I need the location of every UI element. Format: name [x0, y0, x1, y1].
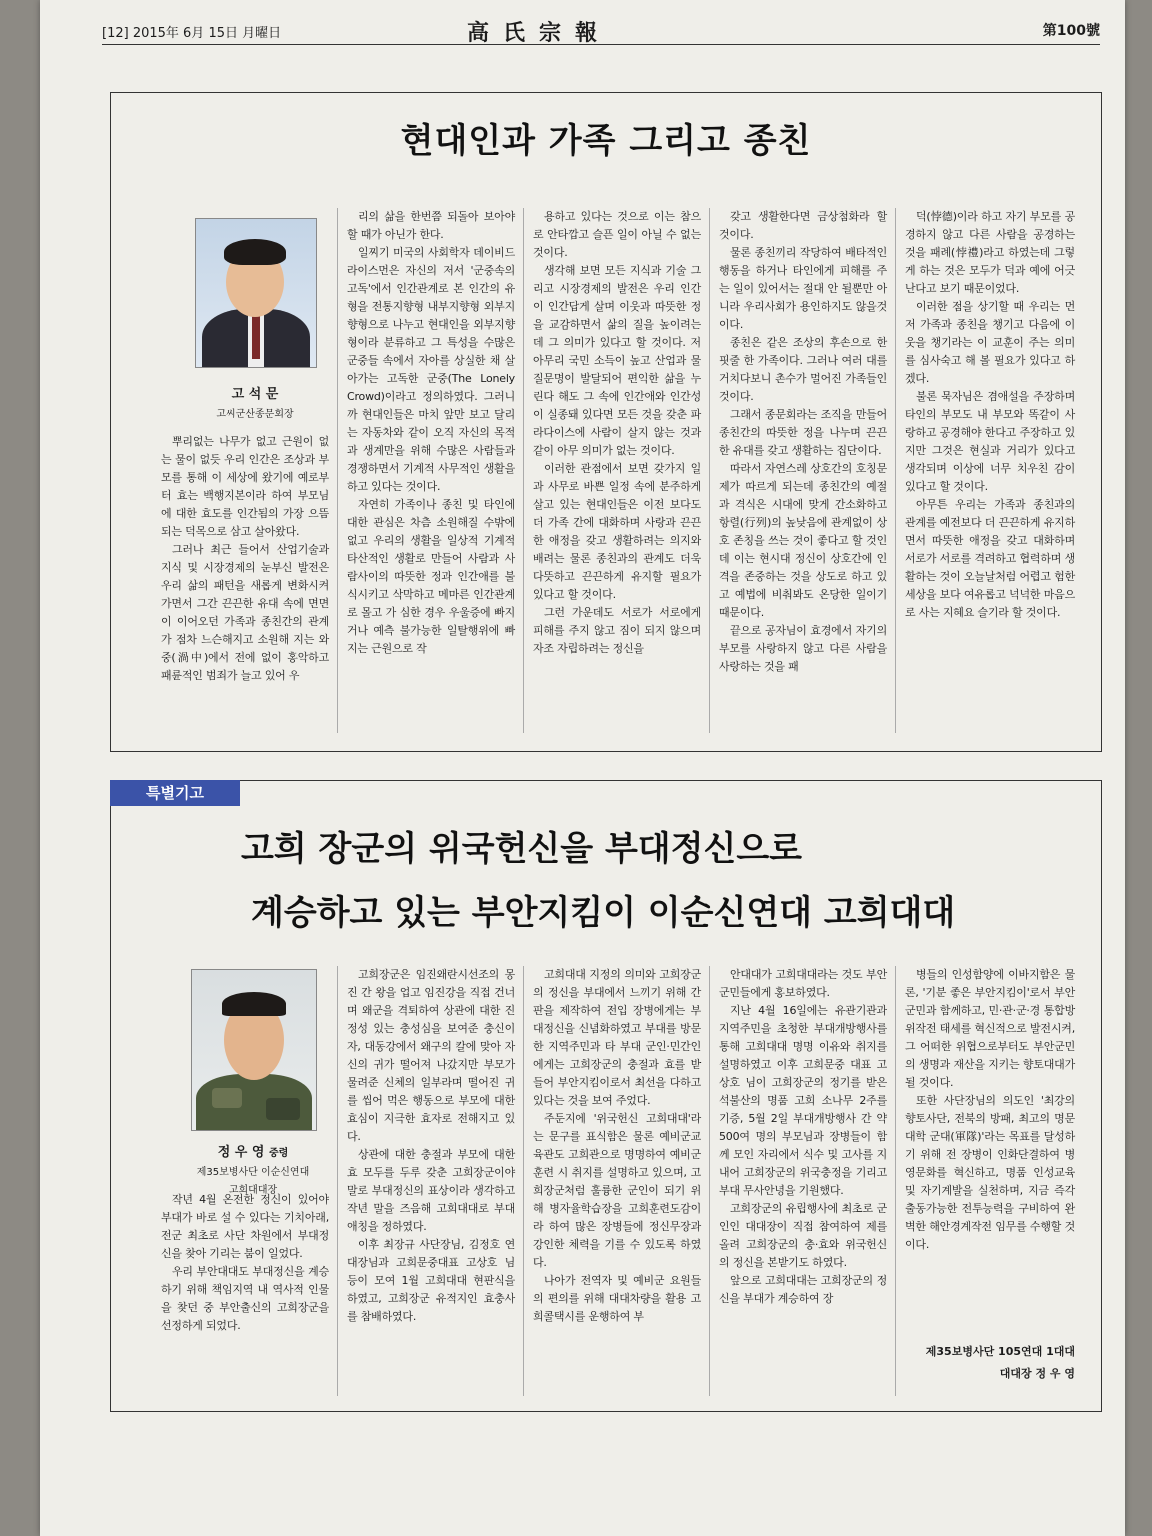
paragraph: 그래서 종문회라는 조직을 만들어 종친간의 따뜻한 정을 나누며 끈끈한 유대를 갖고 생활하는 집단이다. [719, 408, 887, 457]
paragraph: 뿌리없는 나무가 없고 근원이 없는 물이 없듯 우리 인간은 조상과 부모를 통해 이 세상에 왔기에 예로부터 효는 백행지본이라 하여 부모님에 대한 효도를 인간됨의 가장 으뜸되는 덕목으로 삼고 살아왔다. [161, 435, 329, 538]
article2-column-2 [347, 966, 515, 1326]
paragraph: 불론 묵자님은 겸애설을 주장하며 타인의 부모도 내 부모와 똑같이 사랑하고 공경해야 한다고 주장하고 있지만 그것은 현실과 거리가 있다고 생각되며 이상에 너무 치우친 감이 있다고 할 것이다. [905, 390, 1075, 493]
article1-column-1 [161, 433, 329, 685]
paragraph: 고희장군은 임진왜란시선조의 몽진 간 왕을 업고 임진강을 직접 건너며 왜군을 격퇴하여 상관에 대한 진정성 있는 충성심을 보여준 충신이자, 대동강에서 왜구의 칼에 맞아 자신의 귀가 떨어져 나갔지만 부모가 물려준 신체의 일부라며 떨어진 귀를 씹어 먹은 행동으로 부모에 대한 효심이 지극한 효자로 전해지고 있다. [347, 968, 515, 1143]
author1-title: 고씨군산종문회장 [216, 409, 294, 420]
paragraph: 생각해 보면 모든 지식과 기술 그리고 시장경제의 발전은 우리 인간이 인간답게 살며 이웃과 따뜻한 정을 교감하면서 삶의 질을 높이려는 데 그 의미가 있다고 할 것이다. 저 아무리 국민 소득이 높고 산업과 물질문명이 발달되어 편익한 삶을 누린다 해도 그 속에 인간애와 인간성이 실종돼 있다면 모든 것을 갖춘 파라다이스에 사람이 살지 않는 것과 같이 아무 의미가 없는 것이다. [533, 264, 701, 457]
column-divider [709, 966, 710, 1396]
article1-title: 현대인과 가족 그리고 종친 [400, 121, 812, 161]
page-header [102, 18, 1100, 44]
article1-column-2 [347, 208, 515, 658]
paragraph: 물론 종친끼리 작당하여 배타적인 행동을 하거나 타인에게 피해를 주는 일이 있어서는 절대 안 될뿐만 아니라 우리사회가 용인하지도 않을것이다. [719, 246, 887, 331]
article2-column-5 [905, 966, 1075, 1254]
paragraph: 끝으로 공자님이 효경에서 자기의 부모를 사랑하지 않고 다른 사람을 사랑하는 것을 패 [719, 624, 887, 673]
paragraph: 용하고 있다는 것으로 이는 참으로 안타깝고 슬픈 일이 아닐 수 없는 것이다. [533, 210, 701, 259]
author2-role: 고희대대장 [228, 1185, 278, 1196]
paragraph: 이러한 관점에서 보면 갖가지 일과 사무로 바쁜 일정 속에 분주하게 살고 있는 현대인들은 이전 보다도 더 가족 간에 대화하며 사랑과 끈끈한 애정을 갖고 생활하려는 의지와 배려는 물론 종친과의 관계도 더욱 다뜻하고 끈끈하게 유지할 필요가 있다고 할 것이다. [533, 462, 701, 601]
special-contribution-tag: 특별기고 [110, 780, 240, 806]
signature-unit: 제35보병사단 105연대 1대대 [925, 1345, 1075, 1358]
author1-photo [195, 218, 317, 368]
paragraph: 자연히 가족이나 종친 및 타인에 대한 관심은 차츰 소원해질 수밖에 없고 우리의 생활을 일상적 기계적 타산적인 생활로 만들어 사람과 사람사이의 따뜻한 정과 인간애를 불식시키고 삭막하고 메마른 인간관계로 몰고 가 심한 경우 우울증에 빠지거나 예측 불가능한 일탈행위에 빠지는 근원으로 작 [347, 498, 515, 655]
hair-shape [222, 992, 286, 1016]
camo-patch [266, 1098, 300, 1120]
paragraph: 갖고 생활한다면 금상첨화라 할 것이다. [719, 210, 887, 241]
issue-number: 第100號 [1042, 23, 1100, 39]
author2-name [191, 1141, 315, 1160]
column-divider [337, 208, 338, 733]
column-divider [895, 208, 896, 733]
author2-photo [191, 969, 317, 1131]
hair-shape [224, 239, 286, 265]
column-divider [895, 966, 896, 1396]
author2-caption [191, 1141, 315, 1196]
issue-date: [12] 2015年 6月 15日 月曜日 [102, 26, 282, 41]
article1-column-5 [905, 208, 1075, 622]
paragraph: 또한 사단장님의 의도인 '최강의 향토사단, 전북의 방패, 최고의 명문대학 군대(軍隊)'라는 목표를 달성하기 위해 전 장병이 인화단결하여 병영문화를 혁신하고, 명품 인성교육 및 자기계발을 실천하며, 지금 즉각 출동가능한 전투능력을 구비하여 완벽한 해안경계작전 임무를 수행할 것이다. [905, 1094, 1075, 1251]
article-special-box [110, 780, 1102, 1412]
camo-patch [212, 1088, 242, 1108]
author1-name: 고 석 문 [231, 387, 279, 402]
paragraph: 주둔지에 '위국헌신 고희대대'라는 문구를 표식함은 물론 예비군교육관도 고희관으로 명명하여 예비군 훈련 시 취지를 설명하고 있으며, 고희장군처럼 훌륭한 군인이 되기 위해 병자율학습장을 고희훈련도감이라 하여 많은 장병들에 정신무장과 강인한 체력을 기를 수 있도록 하였다. [533, 1112, 701, 1269]
paragraph: 이후 최장규 사단장님, 김정호 연대장님과 고희문중대표 고상호 님 등이 모여 1월 고희대대 현판식을 하였고, 고희장군 유적지인 효충사를 참배하였다. [347, 1238, 515, 1323]
paragraph: 나아가 전역자 및 예비군 요원들의 편의를 위해 대대차량을 활용 고희콜택시를 운행하여 부 [533, 1274, 701, 1323]
column-divider [337, 966, 338, 1396]
paragraph: 그런 가운데도 서로가 서로에게 피해를 주지 않고 짐이 되지 않으며 자조 자립하려는 정신을 [533, 606, 701, 655]
paragraph: 앞으로 고희대대는 고희장군의 정신을 부대가 계승하여 장 [719, 1274, 887, 1305]
paragraph: 상관에 대한 충절과 부모에 대한 효 모두를 두루 갖춘 고희장군이야 말로 부대정신의 표상이라 생각하고 작년 말을 즈음해 고희대대로 부대 애칭을 정하였다. [347, 1148, 515, 1233]
article1-column-4 [719, 208, 887, 676]
article2-column-3 [533, 966, 701, 1326]
article2-column-4 [719, 966, 887, 1308]
paragraph: 종친은 같은 조상의 후손으로 한 핏줄 한 가족이다. 그러나 여러 대를 거치다보니 촌수가 멀어진 가족들인것이다. [719, 336, 887, 403]
article2-signature [905, 1341, 1075, 1385]
article2-title-line1: 고희 장군의 위국헌신을 부대정신으로 [241, 829, 803, 869]
paragraph: 일찌기 미국의 사회학자 데이비드 라이스먼은 자신의 저서 '군중속의 고독'에서 인간관계로 본 인간의 유형을 전통지향형 내부지향형 외부지향형으로 나누고 현대인을 외부지향형이라 분류하고 그 특성을 수많은 군중들 속에서 자아를 상실한 채 살아가는 고독한 군중(The Lonely Crowd)이라고 정의하였다. 그러니까 현대인들은 마치 앞만 보고 달리는 자동차와 같이 오직 자신의 목적과 생계만을 위해 수많은 사람들과 경쟁하면서 기계적 사무적인 생활을 하고 있다는 것이다. [347, 246, 515, 493]
paragraph: 덕(悖德)이라 하고 자기 부모를 공경하지 않고 다른 사람을 공경하는 것을 패례(悖禮)라고 하였는데 그렇게 하는 것은 모두가 덕과 예에 어긋난다고 보기 때문이었다. [905, 210, 1075, 295]
article-family-box [110, 92, 1102, 752]
signature-name: 대대장 정 우 영 [999, 1367, 1075, 1380]
paragraph: 이러한 점을 상기할 때 우리는 먼저 가족과 종친을 챙기고 다음에 이웃을 챙기라는 이 교훈이 주는 의미를 심사숙고 해 볼 필요가 있다고 하겠다. [905, 300, 1075, 385]
paragraph: 병들의 인성함양에 이바지함은 물론, '기분 좋은 부안지킴이'로서 부안군민과 함께하고, 민·관·군·경 통합방위작전 태세를 혁신적으로 발전시켜, 그 어떠한 위협으로부터도 부안군민의 생명과 재산을 지키는 향토대대가 될 것이다. [905, 968, 1075, 1089]
paragraph: 고희대대 지정의 의미와 고희장군의 정신을 부대에서 느끼기 위해 간판을 제작하여 전입 장병에게는 부대정신을 신념화하였고 부대를 방문한 지역주민과 타 부대 군인·민간인에게는 고희장군의 충절과 효를 받들어 부안지킴이로서 최선을 다하고 있다는 것을 보여 주었다. [533, 968, 701, 1107]
paragraph: 작년 4월 온전한 정신이 있어야 부대가 바로 설 수 있다는 기치아래, 전군 최초로 사단 차원에서 부대정신을 찾아 기리는 붐이 일었다. [161, 1193, 329, 1260]
article1-column-3 [533, 208, 701, 658]
paragraph: 그러나 최근 들어서 산업기술과 지식 및 시장경제의 눈부신 발전은 우리 삶의 패턴을 새롭게 변화시켜 가면서 그간 끈끈한 유대 속에 면면이 이어오던 가족과 종친간의 관계가 점차 느슨해지고 소원해 지는 와중(渦中)에서 전에 없이 홍악하고 패륜적인 범죄가 늘고 있어 우 [161, 543, 329, 682]
article2-column-1 [161, 1191, 329, 1335]
paragraph: 지난 4월 16일에는 유관기관과 지역주민을 초청한 부대개방행사를 통해 고희대대 명명 이유와 취지를 설명하였고 이후 고희문중 대표 고상호 님이 고희장군의 정기를 받은 석불산의 명품 고희 소나무 2주를 기증, 5월 2일 부대개방행사 간 약 500여 명의 부모님과 장병들이 함께 모인 자리에서 식수 및 고사를 지내어 고희장군의 위국충정을 기리고 부대 무사안녕을 기원했다. [719, 1004, 887, 1197]
paragraph: 따라서 자연스레 상호간의 호칭문제가 따르게 되는데 종친간의 예절과 격식은 시대에 맞게 간소화하고 항렬(行列)의 높낮음에 관계없이 상호 존칭을 쓰는 것이 좋다고 할 것인데 이는 현시대 정신이 상호간에 인격을 존중하는 것을 상도로 하고 있고 예법에 비춰봐도 온당한 일이기 때문이다. [719, 462, 887, 619]
paragraph: 아무튼 우리는 가족과 종친과의 관계를 예전보다 더 끈끈하게 유지하면서 따뜻한 애정을 갖고 대화하며 서로가 서로를 격려하고 협력하며 생활하는 것이 오늘날처럼 어렵고 험한 세상을 보다 여유롭고 넉넉한 마음으로 사는 지혜요 슬기라 할 것이다. [905, 498, 1075, 619]
header-rule [102, 44, 1100, 45]
paragraph: 우리 부안대대도 부대정신을 계승하기 위해 책임지역 내 역사적 인물을 찾던 중 부안출신의 고희장군을 선정하게 되었다. [161, 1265, 329, 1332]
article2-title-line2: 계승하고 있는 부안지킴이 이순신연대 고희대대 [251, 893, 956, 933]
author2-rank: 중령 [268, 1148, 289, 1159]
author1-caption [195, 383, 315, 420]
paragraph: 리의 삶을 한번쯤 되돌아 보아야 할 때가 아닌가 한다. [347, 210, 515, 241]
column-divider [523, 208, 524, 733]
author2-name-text: 정 우 영 [217, 1145, 265, 1160]
paragraph: 안대대가 고희대대라는 것도 부안군민들에게 홍보하였다. [719, 968, 887, 999]
author2-unit: 제35보병사단 이순신연대 [196, 1167, 310, 1178]
paragraph: 고희장군의 유립행사에 최초로 군인인 대대장이 직접 참여하여 제를 올려 고희장군의 충·효와 위국헌신의 정신을 본받기도 하였다. [719, 1202, 887, 1269]
tie-shape [252, 315, 260, 359]
newspaper-page [40, 0, 1125, 1536]
paper-masthead: 高氏宗報 [467, 20, 612, 46]
column-divider [523, 966, 524, 1396]
column-divider [709, 208, 710, 733]
